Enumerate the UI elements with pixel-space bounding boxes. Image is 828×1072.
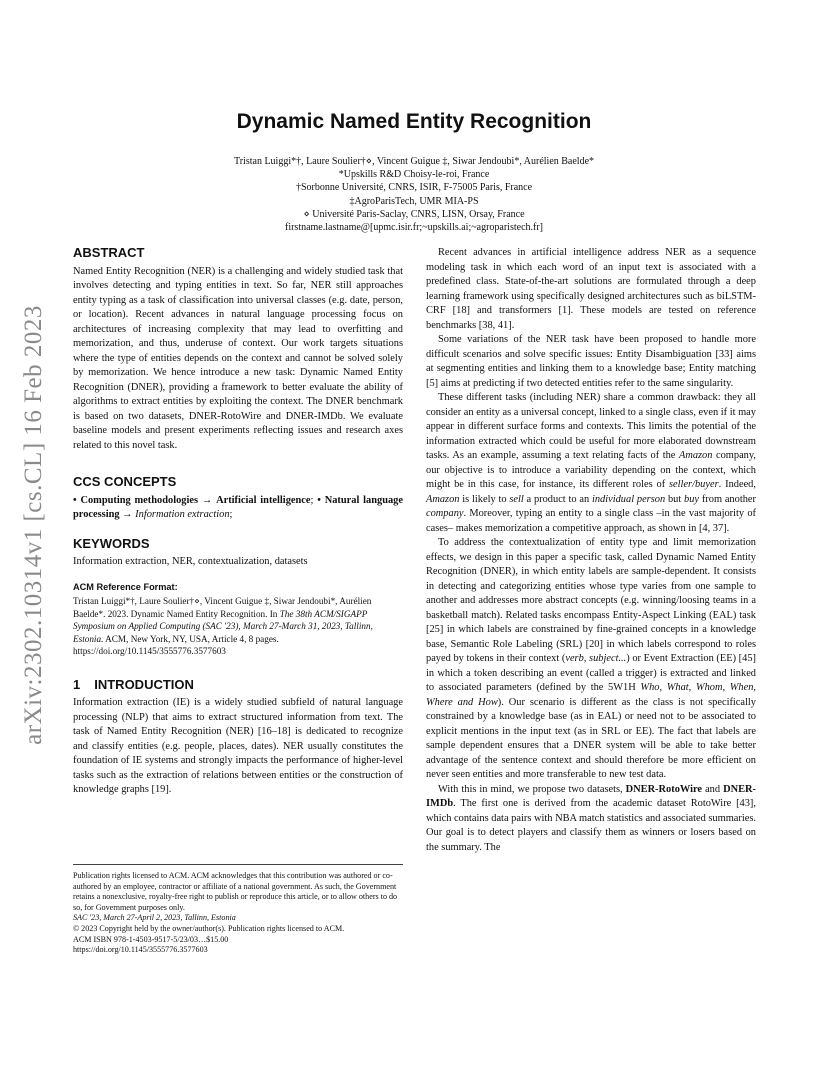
text-run: . The first one is derived from the academic dataset RotoWire [43], which contains data pairs with NBA match statistics and associated summaries. Our goal is to detect players and classify them as winners or losers based on the summary. The bbox=[426, 798, 756, 853]
ccs-heading: CCS CONCEPTS bbox=[73, 474, 177, 489]
emphasis: individual person bbox=[591, 493, 666, 505]
abstract-heading: ABSTRACT bbox=[73, 245, 145, 260]
author-block bbox=[0, 155, 828, 234]
paper-title: Dynamic Named Entity Recognition bbox=[236, 110, 592, 133]
ccs-term: Artificial intelligence bbox=[216, 494, 311, 506]
abstract-text: Named Entity Recognition (NER) is a challenging and widely studied task that involves detecting and typing entities in text. So far, NER still approaches entity typing as a task of classification into universal classes (e.g. date, person, or location). Recent advances in natural language processing focus on architectures of increasing complexity that may lead to overfitting and memorization, and thus, underuse of context. Our work targets situations where the type of entities depends on the context and cannot be solved solely by memorization. We hence introduce a new task: Dynamic Named Entity Recognition (DNER), providing a framework to better evaluate the ability of algorithms to extract entities by exploiting the context. The DNER benchmark is based on two datasets, DNER-RotoWire and DNER-IMDb. We evaluate baseline models and present experiments reflecting issues and research axes related to this novel task. bbox=[73, 265, 403, 451]
body-paragraph bbox=[426, 783, 756, 856]
ccs-arrow: → bbox=[198, 494, 217, 506]
text-run: ). Our scenario is different as the class is not specifically constrained by a knowledge base (as in EAL) or need not to be associated to explicit mentions in the input text (as in SRL or EE). The fact that labels are sample dependent ensures that a DNER system will be able to take better advantage of the sentence context and should therefore be more efficient on never seen entities and more transferable to new test data. bbox=[426, 696, 756, 780]
footnote-venue-text: SAC '23, March 27-April 2, 2023, Tallinn, Estonia bbox=[73, 913, 236, 923]
text-run: These different tasks (including NER) share a common drawback: they all consider an entity as a universal concept, linked to a single class, even if it may appear in different surface forms and contexts. This limits the potential of the information extracted which could be useful for more elaborated downstream tasks. As an example, assuming a text relating facts of the bbox=[426, 392, 756, 461]
right-column bbox=[426, 246, 756, 855]
author-names: Tristan Luiggi*†, Laure Soulier†⋄, Vincent Guigue ‡, Siwar Jendoubi*, Aurélien Baelde* bbox=[233, 156, 595, 167]
affiliation: *Upskills R&D Choisy-le-roi, France bbox=[338, 169, 490, 181]
footnote-isbn: ACM ISBN 978-1-4503-9517-5/23/03…$15.00 bbox=[73, 934, 229, 944]
emphasis: Amazon bbox=[426, 493, 460, 505]
affiliation: ‡AgroParisTech, UMR MIA-PS bbox=[349, 195, 479, 207]
text-run: . Indeed, bbox=[718, 479, 756, 490]
body-paragraph bbox=[426, 536, 756, 783]
emphasis: Amazon bbox=[678, 450, 713, 461]
affiliation: ⋄ Université Paris-Saclay, CNRS, LISN, Orsay, France bbox=[303, 208, 525, 220]
footnote-copyright: © 2023 Copyright held by the owner/author(s). Publication rights licensed to ACM. bbox=[73, 923, 345, 933]
keywords-text: Information extraction, NER, contextualization, datasets bbox=[73, 556, 308, 567]
emphasis: verb, subject... bbox=[565, 653, 627, 664]
ccs-term: • Computing methodologies bbox=[73, 494, 199, 506]
reference-part: Tristan Luiggi*†, Laure Soulier†⋄, Vincent Guigue ‡, Siwar Jendoubi*, Aurélien Baelde*. 2023. Dynamic Named Entity Recognition. In bbox=[73, 596, 372, 619]
text-run: With this in mind, we propose two datasets, bbox=[438, 783, 626, 795]
text-run: ) or Event Extraction (EE) [45] in which a token describing an event (called a trigger) is extracted and linked to associated parameters (defined by the 5W1H bbox=[426, 653, 756, 693]
arxiv-stamp-text: arXiv:2302.10314v1 [cs.CL] 16 Feb 2023 bbox=[20, 305, 47, 745]
author-email: firstname.lastname@[upmc.isir.fr;~upskills.ai;~agroparistech.fr] bbox=[284, 222, 543, 234]
emphasis: company bbox=[426, 508, 464, 519]
emphasis: sell bbox=[509, 493, 524, 505]
ccs-term: • Natural language processing bbox=[73, 494, 403, 520]
ccs-text bbox=[73, 494, 403, 523]
body-paragraph bbox=[426, 391, 756, 536]
ccs-arrow: → bbox=[119, 509, 136, 520]
section-title: INTRODUCTION bbox=[94, 676, 194, 692]
text-run: . Moreover, typing an entity to a single class –in the vast majority of cases– makes memorization a competitive approach, as shown in [4, 37]. bbox=[426, 508, 756, 534]
reference-part: ACM, New York, NY, USA, Article 4, 8 pages. https://doi.org/10.1145/3555776.3577603 bbox=[73, 633, 279, 657]
text-run: but bbox=[665, 493, 685, 505]
text-run: company, our objective is to introduce a variability depending on the context, which might be in this case, for instance, its different roles of bbox=[426, 450, 756, 490]
copyright-footnote bbox=[73, 864, 403, 956]
text-run: and bbox=[702, 783, 724, 795]
intro-heading bbox=[73, 678, 403, 693]
body-paragraph: Recent advances in artificial intelligence address NER as a sequence modeling task in which each word of an input text is associated with a predefined class. State-of-the-art solutions are formulated through a deep learning framework using specifically designed architectures such as biLSTM-CRF [18] and transformers [1]. These models are tested on reference benchmarks [38, 41]. bbox=[426, 247, 756, 331]
intro-paragraph: Information extraction (IE) is a widely studied subfield of natural language processing (NLP) that aims to extract structured information from text. The task of Named Entity Recognition (NER) [16–18] is dedicated to recognize and classify entities (e.g. people, places, dates). NER usually constitutes the foundation of IE systems and strongly impacts the performance of higher-level tasks such as the extraction of relations between entities or the construction of knowledge graphs [19]. bbox=[73, 697, 403, 796]
affiliation: †Sorbonne Université, CNRS, ISIR, F-75005 Paris, France bbox=[295, 182, 533, 194]
section-number: 1 bbox=[73, 676, 81, 692]
emphasis: Who, What, Whom, When, Where and How bbox=[426, 682, 756, 708]
text-run: from another bbox=[699, 493, 756, 505]
reference-venue: The 38th ACM/SIGAPP Symposium on Applied Computing (SAC '23), March 27-March 31, 2023, Tallinn, Estonia. bbox=[73, 608, 373, 644]
reference-text bbox=[73, 595, 403, 658]
text-run: is likely to bbox=[459, 493, 510, 505]
footnote-text: Publication rights licensed to ACM. ACM acknowledges that this contribution was authored or co-authored by an employee, contractor or affiliate of a national government. As such, the Government retains a nonexclusive, royalty-free right to publish or reproduce this article, or to allow others to do so, for Government purposes only. bbox=[73, 871, 398, 912]
keywords-heading: KEYWORDS bbox=[73, 535, 150, 551]
body-paragraph: Some variations of the NER task have been proposed to handle more difficult scenarios and solve specific issues: Entity Disambiguation [33] aims at segmenting entities and linking them to a knowledge base; Entity matching [5] aims at predicting if two detected entities refer to the same singularity. bbox=[426, 334, 756, 389]
footnote-doi: https://doi.org/10.1145/3555776.3577603 bbox=[73, 945, 208, 955]
dataset-name: DNER-IMDb bbox=[426, 783, 756, 809]
ccs-end: ; bbox=[229, 509, 233, 520]
text-run: To address the contextualization of entity type and limit memorization effects, we design in this paper a specific task, called Dynamic Named Entity Recognition (DNER), in which entity labels are sample-dependent. It consists in detecting and categorizing entities whose type varies from one sample to another and addresses more abstract concepts (e.g. winning/loosing teams in a basketball match). Related tasks encompass Entity-Aspect Linking (EAL) task [25] in which labels are constrained by fine-grained concepts in a knowledge base, Semantic Role Labeling (SRL) [20] in which labels correspond to roles payed by tokens in their context ( bbox=[426, 537, 756, 664]
arxiv-stamp bbox=[14, 290, 54, 760]
emphasis: buy bbox=[684, 493, 700, 505]
ccs-separator: ; bbox=[310, 494, 318, 506]
dataset-name: DNER-RotoWire bbox=[625, 783, 703, 795]
left-column bbox=[73, 246, 403, 798]
footnote-venue bbox=[73, 913, 403, 924]
ccs-term: Information extraction bbox=[135, 509, 230, 520]
text-run: a product to an bbox=[523, 493, 592, 505]
reference-heading: ACM Reference Format: bbox=[73, 581, 178, 592]
emphasis: seller/buyer bbox=[669, 479, 719, 490]
